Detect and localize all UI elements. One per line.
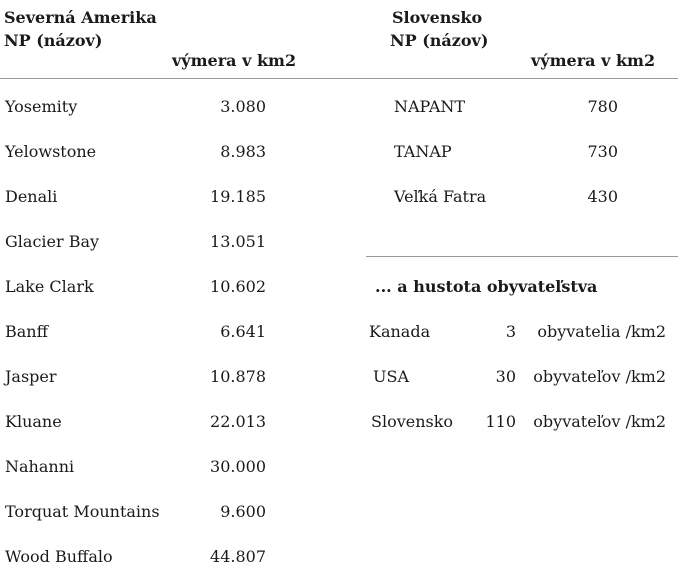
left-region-title: Severná Amerika	[4, 8, 157, 27]
left-row-name: Yelowstone	[5, 142, 97, 161]
left-row-area: 10.602	[210, 277, 266, 296]
right-region-title: Slovensko	[392, 8, 483, 27]
left-name-header: NP (názov)	[4, 31, 103, 50]
density-country: Kanada	[369, 322, 431, 341]
left-row-name: Jasper	[5, 367, 57, 386]
density-value: 110	[485, 412, 516, 431]
left-row-area: 3.080	[220, 97, 266, 116]
left-row-area: 13.051	[210, 232, 266, 251]
left-row-area: 9.600	[220, 502, 266, 521]
left-row-name: Kluane	[5, 412, 62, 431]
density-unit: obyvateľov /km2	[533, 412, 666, 431]
right-row-name: TANAP	[394, 142, 452, 161]
section-divider	[366, 256, 678, 257]
density-title: ... a hustota obyvateľstva	[375, 277, 598, 296]
left-row-name: Banff	[5, 322, 48, 341]
left-row-area: 10.878	[210, 367, 266, 386]
density-value: 30	[495, 367, 516, 386]
density-value: 3	[505, 322, 516, 341]
density-unit: obyvatelia /km2	[537, 322, 666, 341]
header-divider	[0, 78, 678, 79]
left-row-area: 30.000	[210, 457, 266, 476]
density-country: USA	[373, 367, 409, 386]
right-name-header: NP (názov)	[390, 31, 489, 50]
left-area-header: výmera v km2	[172, 51, 297, 70]
left-row-name: Yosemity	[5, 97, 78, 116]
right-row-area: 430	[587, 187, 618, 206]
left-row-name: Torquat Mountains	[5, 502, 160, 521]
left-row-area: 8.983	[220, 142, 266, 161]
left-row-name: Glacier Bay	[5, 232, 100, 251]
left-row-area: 19.185	[210, 187, 266, 206]
right-row-name: Veľká Fatra	[394, 187, 487, 206]
left-row-area: 22.013	[210, 412, 266, 431]
right-area-header: výmera v km2	[531, 51, 656, 70]
right-row-name: NAPANT	[394, 97, 466, 116]
density-country: Slovensko	[371, 412, 454, 431]
left-row-name: Lake Clark	[5, 277, 94, 296]
right-row-area: 730	[587, 142, 618, 161]
left-row-name: Wood Buffalo	[5, 547, 113, 566]
right-row-area: 780	[587, 97, 618, 116]
left-row-name: Nahanni	[5, 457, 75, 476]
left-row-area: 44.807	[210, 547, 266, 566]
left-row-area: 6.641	[220, 322, 266, 341]
density-unit: obyvateľov /km2	[533, 367, 666, 386]
left-row-name: Denali	[5, 187, 58, 206]
